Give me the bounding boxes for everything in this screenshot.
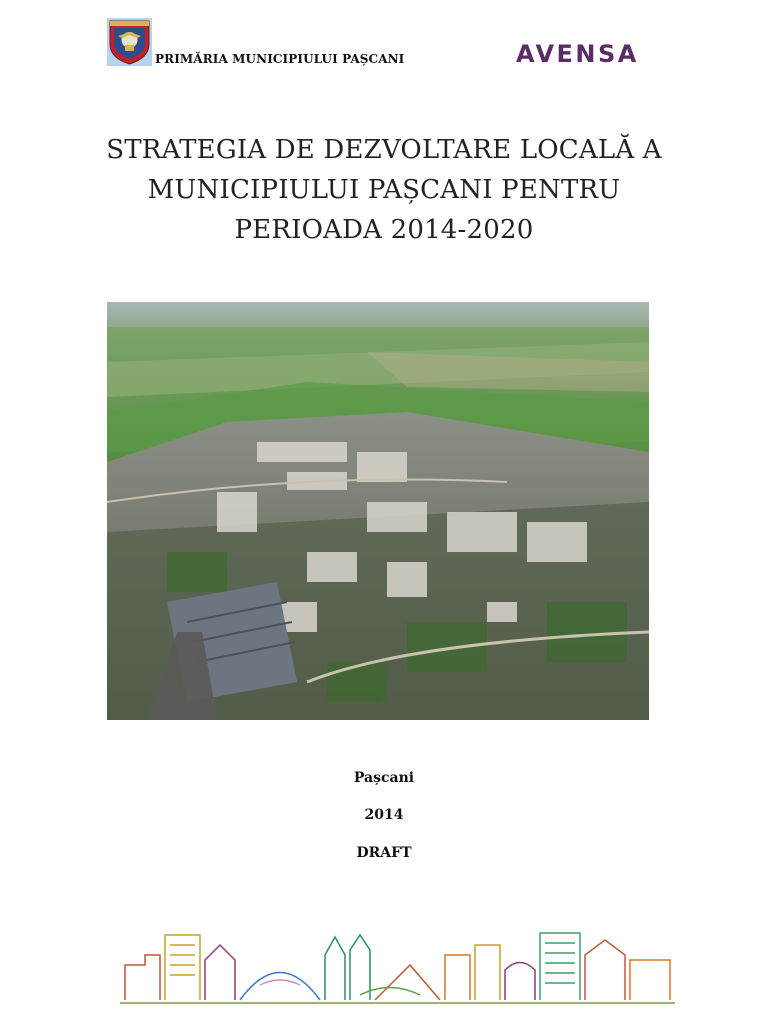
status-label: DRAFT — [356, 845, 412, 861]
city-skyline-icon — [120, 925, 675, 1005]
title-line: MUNICIPIULUI PAȘCANI PENTRU — [147, 175, 621, 205]
city-name: Pașcani — [353, 770, 415, 786]
organization-name: PRIMĂRIA MUNICIPIULUI PAȘCANI — [155, 52, 405, 66]
aerial-city-photo — [107, 302, 649, 720]
brand-logo: AVENSA — [516, 40, 639, 68]
document-title — [90, 130, 678, 250]
title-line: PERIOADA 2014-2020 — [234, 215, 534, 245]
document-year: 2014 — [364, 807, 404, 823]
title-line: STRATEGIA DE DEZVOLTARE LOCALĂ A — [106, 135, 662, 165]
coat-of-arms-icon — [107, 18, 152, 66]
